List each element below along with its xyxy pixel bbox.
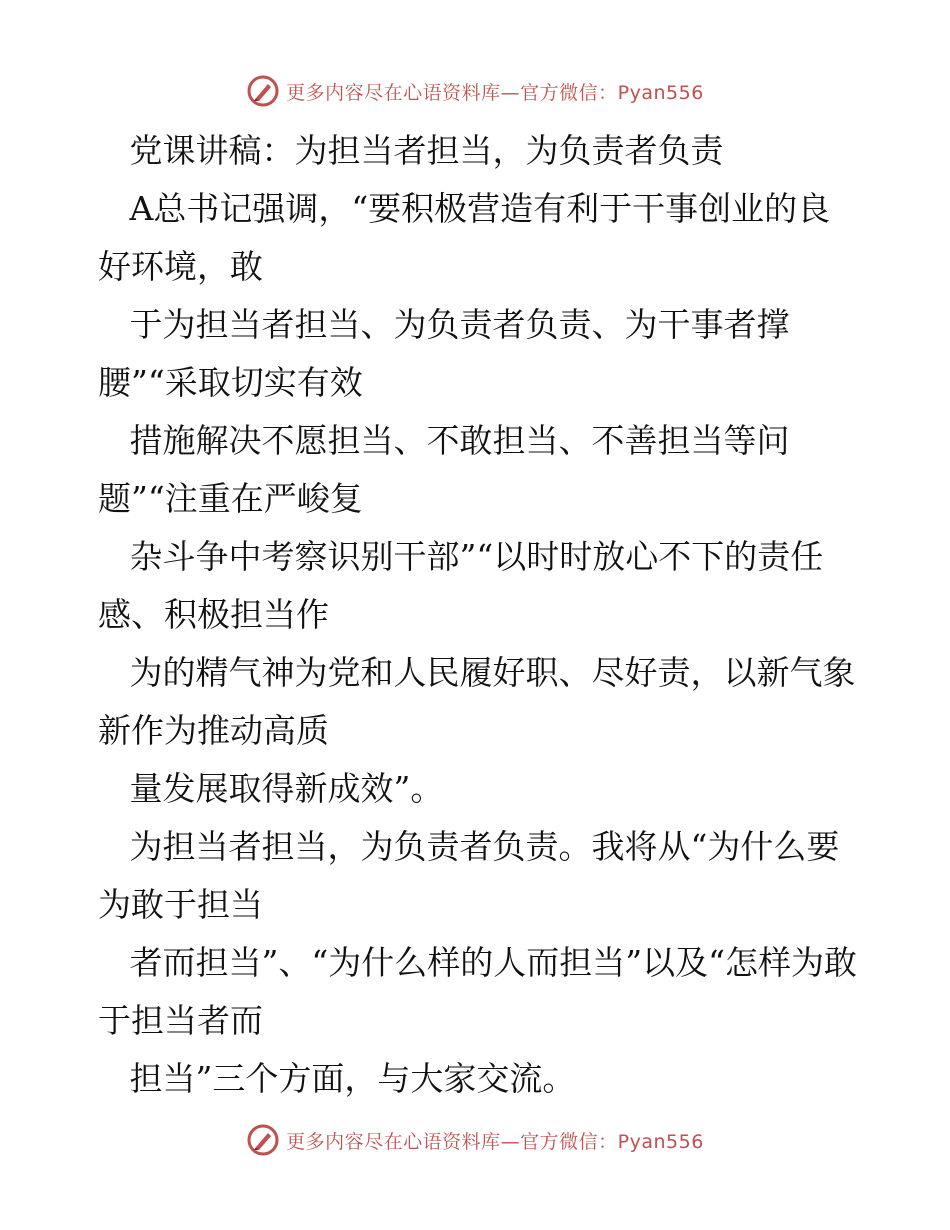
footer-banner [0,1120,950,1160]
pen-logo-icon [246,74,280,108]
paragraph-line: 于为担当者担当、为负责者负责、为干事者撑腰”“采取切实有效 [98,305,790,402]
footer-banner-text: 更多内容尽在心语资料库—官方微信：Pyan556 [286,1130,704,1153]
document-title: 党课讲稿：为担当者担当，为负责者负责 [98,131,724,170]
paragraph-line: 者而担当”、“为什么样的人而担当”以及“怎样为敢于担当者而 [98,943,857,1040]
paragraph-line: A总书记强调，“要积极营造有利于干事创业的良好环境，敢 [98,189,831,286]
header-banner [0,71,950,111]
document-body [98,122,858,1108]
paragraph-line: 担当”三个方面，与大家交流。 [98,1059,576,1098]
paragraph-line: 为担当者担当，为负责者负责。我将从“为什么要为敢于担当 [98,827,840,924]
pen-logo-icon [246,1123,280,1157]
paragraph-line: 杂斗争中考察识别干部”“以时时放心不下的责任感、积极担当作 [98,537,824,634]
header-banner-text: 更多内容尽在心语资料库—官方微信：Pyan556 [286,81,704,104]
paragraph-line: 为的精气神为党和人民履好职、尽好责，以新气象新作为推动高质 [98,653,856,750]
paragraph-line: 措施解决不愿担当、不敢担当、不善担当等问题”“注重在严峻复 [98,421,790,518]
paragraph-line: 量发展取得新成效”。 [98,769,444,808]
